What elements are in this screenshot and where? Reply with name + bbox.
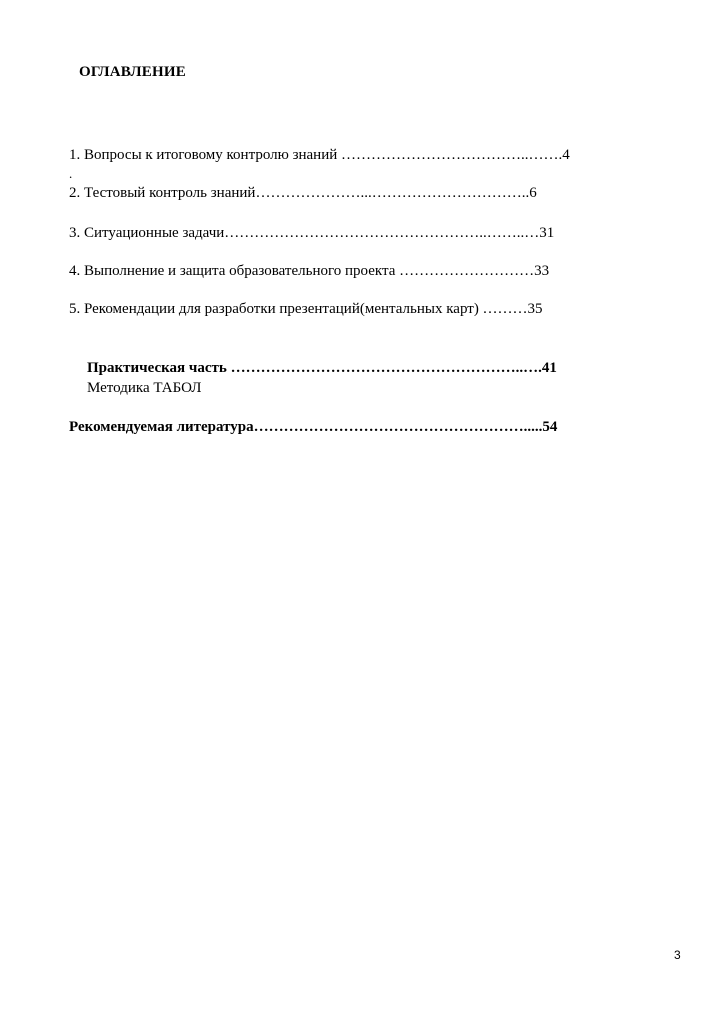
stray-mark: . <box>69 166 73 181</box>
toc-entry-practical: Практическая часть …………………………………………………..….41 <box>87 360 557 376</box>
page-title: ОГЛАВЛЕНИЕ <box>79 64 186 80</box>
toc-entry-2: 2. Тестовый контроль знаний…………………...…………………………..6 <box>69 185 537 201</box>
page-number: 3 <box>674 948 681 962</box>
toc-entry-5: 5. Рекомендации для разработки презентаций(ментальных карт) ………35 <box>69 301 543 317</box>
toc-entry-literature: Рекомендуемая литература……………………………………………….....54 <box>69 419 558 435</box>
toc-subentry-tabol: Методика ТАБОЛ <box>87 380 202 396</box>
toc-entry-4: 4. Выполнение и защита образовательного проекта ………………………33 <box>69 263 550 279</box>
toc-entry-1: 1. Вопросы к итоговому контролю знаний ………………………………..…….4 <box>69 147 570 163</box>
toc-entry-3: 3. Ситуационные задачи……………………………………………..……..…31 <box>69 225 555 241</box>
